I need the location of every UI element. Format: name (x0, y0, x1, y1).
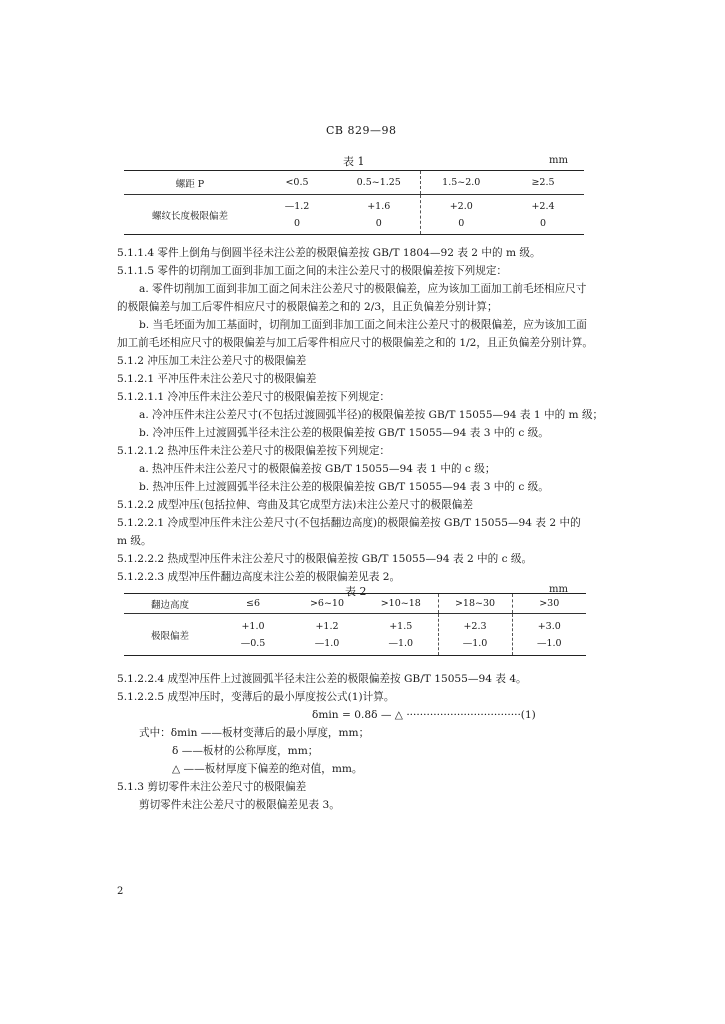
table2-caption: 表 2 (345, 585, 367, 598)
table1-col-header: ≥2.5 (502, 171, 584, 195)
section-5-1-2-2-heading: 5.1.2.2 成型冲压(包括拉伸、弯曲及其它成型方法)未注公差尺寸的极限偏差 (117, 499, 473, 511)
table2-col-header: >10~18 (364, 594, 438, 614)
formula-1: δmin = 0.8δ — △ ··································(1) (312, 709, 536, 721)
document-code-header: CB 829—98 (326, 124, 397, 137)
table1 (124, 170, 584, 235)
clause-5-1-2-2-2: 5.1.2.2.2 热成型冲压件未注公差尺寸的极限偏差按 GB/T 15055—94 表 2 中的 c 级。 (117, 553, 533, 565)
table2-col-header: >6~10 (290, 594, 364, 614)
table2-cell: +1.5 —1.0 (364, 614, 438, 656)
formula-where-d: δ ——板材的公称厚度，mm； (172, 745, 319, 757)
formula-where-dmin: 式中：δmin ——板材变薄后的最小厚度，mm； (139, 727, 370, 739)
table2-row-label-deviation: 极限偏差 (124, 614, 216, 656)
clause-item-a: a. 冷冲压件未注公差尺寸(不包括过渡圆弧半径)的极限偏差按 GB/T 15055—94 表 1 中的 m 级； (139, 409, 604, 421)
table1-col-header: <0.5 (256, 171, 338, 195)
table1-row-label-deviation: 螺纹长度极限偏差 (124, 195, 256, 235)
table2-cell: +1.2 —1.0 (290, 614, 364, 656)
formula-where-delta: △ ——板材厚度下偏差的绝对值，mm。 (172, 763, 363, 775)
table2-col-header: >30 (512, 594, 586, 614)
clause-5-1-2-2-5: 5.1.2.2.5 成型冲压时，变薄后的最小厚度按公式(1)计算。 (117, 691, 395, 703)
clause-item-a-line2: 的极限偏差与加工后零件相应尺寸的极限偏差之和的 2/3，且正负偏差分别计算； (117, 301, 498, 313)
clause-5-1-2-1-1: 5.1.2.1.1 冷冲压件未注公差尺寸的极限偏差按下列规定： (117, 391, 391, 403)
table2-row-label-flange-height: 翻边高度 (124, 594, 216, 614)
section-5-1-2-1-heading: 5.1.2.1 平冲压件未注公差尺寸的极限偏差 (117, 373, 317, 385)
clause-item-a: a. 热冲压件未注公差尺寸的极限偏差按 GB/T 15055—94 表 1 中的 c 级； (139, 463, 496, 475)
table1-cell: +2.4 0 (502, 195, 584, 235)
table1-cell: —1.2 0 (256, 195, 338, 235)
table2-unit: mm (549, 584, 568, 595)
clause-item-b-line1: b. 当毛坯面为加工基面时，切削加工面到非加工面之间未注公差尺寸的极限偏差，应为该加工面 (139, 319, 587, 331)
table1-unit: mm (549, 155, 568, 166)
table1-cell: +2.0 0 (420, 195, 502, 235)
table2-cell: +1.0 —0.5 (216, 614, 290, 656)
table1-cell: +1.6 0 (338, 195, 420, 235)
clause-5-1-2-1-2: 5.1.2.1.2 热冲压件未注公差尺寸的极限偏差按下列规定： (117, 445, 391, 457)
table1-col-header: 1.5~2.0 (420, 171, 502, 195)
clause-5-1-2-2-4: 5.1.2.2.4 成型冲压件上过渡圆弧半径未注公差的极限偏差按 GB/T 15055—94 表 4。 (117, 673, 527, 685)
table1-caption: 表 1 (343, 155, 365, 168)
table2-col-header: >18~30 (438, 594, 512, 614)
table1-row-label-pitch: 螺距 P (124, 171, 256, 195)
clause-5-1-1-4: 5.1.1.4 零件上倒角与倒圆半径未注公差的极限偏差按 GB/T 1804—92 表 2 中的 m 级。 (117, 247, 541, 259)
clause-5-1-1-5: 5.1.1.5 零件的切削加工面到非加工面之间的未注公差尺寸的极限偏差按下列规定： (117, 265, 508, 277)
table2-cell: +2.3 —1.0 (438, 614, 512, 656)
section-5-1-3-heading: 5.1.3 剪切零件未注公差尺寸的极限偏差 (117, 781, 307, 793)
clause-item-b-line2: 加工前毛坯相应尺寸的极限偏差与加工后零件相应尺寸的极限偏差之和的 1/2，且正负偏差分别计算。 (117, 337, 593, 349)
table2 (124, 593, 586, 656)
clause-5-1-3-text: 剪切零件未注公差尺寸的极限偏差见表 3。 (139, 799, 340, 811)
clause-5-1-2-2-1-cont: m 级。 (117, 535, 152, 547)
clause-5-1-2-2-1: 5.1.2.2.1 冷成型冲压件未注公差尺寸(不包括翻边高度)的极限偏差按 GB/T 15055—94 表 2 中的 (117, 517, 581, 529)
clause-item-a-line1: a. 零件切削加工面到非加工面之间未注公差尺寸的极限偏差，应为该加工面加工前毛坯相应尺寸 (139, 283, 587, 295)
table2-cell: +3.0 —1.0 (512, 614, 586, 656)
section-5-1-2-heading: 5.1.2 冲压加工未注公差尺寸的极限偏差 (117, 355, 307, 367)
clause-item-b: b. 热冲压件上过渡圆弧半径未注公差的极限偏差按 GB/T 15055—94 表 3 中的 c 级。 (139, 481, 549, 493)
page-number: 2 (117, 886, 124, 897)
table1-col-header: 0.5~1.25 (338, 171, 420, 195)
table2-col-header: ≤6 (216, 594, 290, 614)
clause-item-b: b. 冷冲压件上过渡圆弧半径未注公差的极限偏差按 GB/T 15055—94 表 3 中的 c 级。 (139, 427, 549, 439)
clause-5-1-2-2-3: 5.1.2.2.3 成型冲压件翻边高度未注公差的极限偏差见表 2。 (117, 571, 401, 583)
